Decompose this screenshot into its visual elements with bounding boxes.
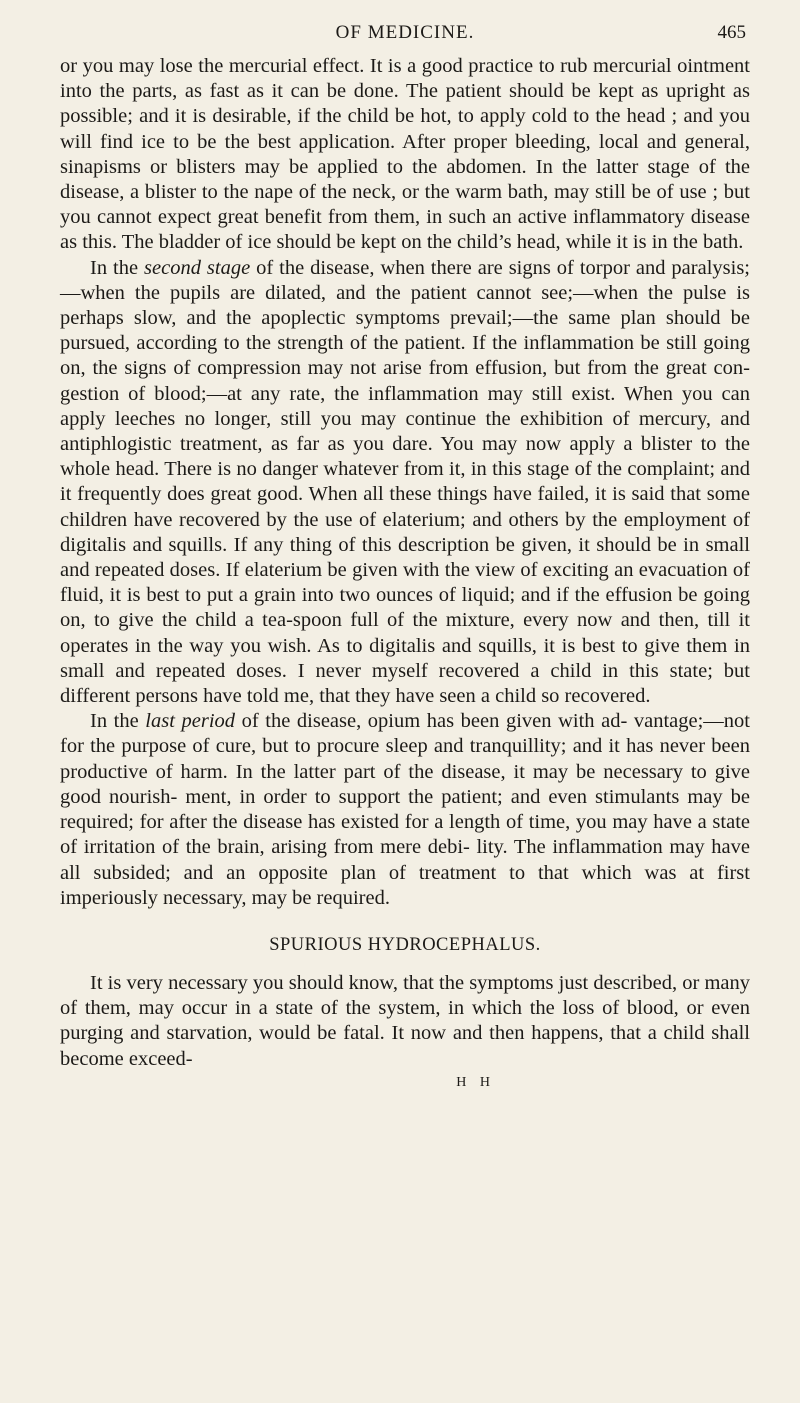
emphasis-second-stage: second stage xyxy=(144,256,251,279)
running-title: OF MEDICINE. xyxy=(335,22,475,43)
running-head xyxy=(60,14,750,54)
body-text xyxy=(60,54,750,1092)
paragraph-1: or you may lose the mercurial effect. It is a good practice to rub mercurial ointment into the parts, as fast as it can be done. The patient should be kept as upright as possible; and it is desirable, if the child be hot, to apply cold to the head ; and you will find ice to be the best application. After proper bleeding, local and general, sinapisms or blisters may be applied to the abdomen. In the latter stage of the disease, a blister to the nape of the neck, or the warm bath, may still be of use ; but you cannot expect great benefit from them, in such an active inflammatory disease as this. The bladder of ice should be kept on the child’s head, while it is in the bath. xyxy=(60,55,750,254)
paragraph-2-body: of the disease, when there are signs of torpor and paralysis;—when the pupils are dilated, and the patient cannot see;—when the pulse is perhaps slow, and the apoplectic symptoms prevail;—the same plan should be pursued, according to the strength of the patient. If the inflammation be still going on, the signs of compression may not arise from effusion, but from the great con- gestion of blood;—at any rate, the inflammation may still exist. When you can apply leeches no longer, still you may continue the exhibition of mercury, and antiphlogistic treatment, as far as you dare. You may now apply a blister to the whole head. There is no danger whatever from it, in this stage of the complaint; and it frequently does great good. When all these things have failed, it is said that some children have recovered by the use of elaterium; and others by the employment of digitalis and squills. If any thing of this description be given, it should be in small and repeated doses. If elaterium be given with the view of exciting an evacuation of fluid, it is best to put a grain into two ounces of liquid; and if the effusion be going on, to give the child a tea-spoon full of the mixture, every now and then, till it operates in the way you wish. As to digitalis and squills, it is best to give them in small and repeated doses. I never myself recovered a child in this state; but different persons have told me, that they have seen a child so recovered. xyxy=(60,256,750,708)
section-heading: SPURIOUS HYDROCEPHALUS. xyxy=(269,934,541,955)
book-page xyxy=(60,14,750,1092)
paragraph-2-lead: In the xyxy=(90,256,145,279)
paragraph-3-body: of the disease, opium has been given with ad- vantage;—not for the purpose of cure, but to procure sleep and tranquillity; and it has never been productive of harm. In the latter part of the disease, it may be necessary to give good nourish- ment, in order to support the patient; and even stimulants may be required; for after the disease has existed for a length of time, you may have a state of irritation of the brain, arising from mere debi- lity. The inflammation may have all subsided; and an opposite plan of treatment to that which was at first imperiously necessary, may be required. xyxy=(60,710,750,909)
page-number: 465 xyxy=(717,22,746,43)
paragraph-2 xyxy=(60,256,750,710)
paragraph-3-lead: In the xyxy=(90,710,146,733)
section-paragraph: It is very necessary you should know, that the symptoms just described, or many of them, may occur in a state of the system, in which the loss of blood, or even purging and starvation, would be fatal. It now and then happens, that a child shall become exceed- xyxy=(60,971,750,1070)
paragraph-3 xyxy=(60,709,750,911)
signature-mark: H H xyxy=(456,1074,495,1090)
emphasis-last-period: last period xyxy=(145,710,236,733)
